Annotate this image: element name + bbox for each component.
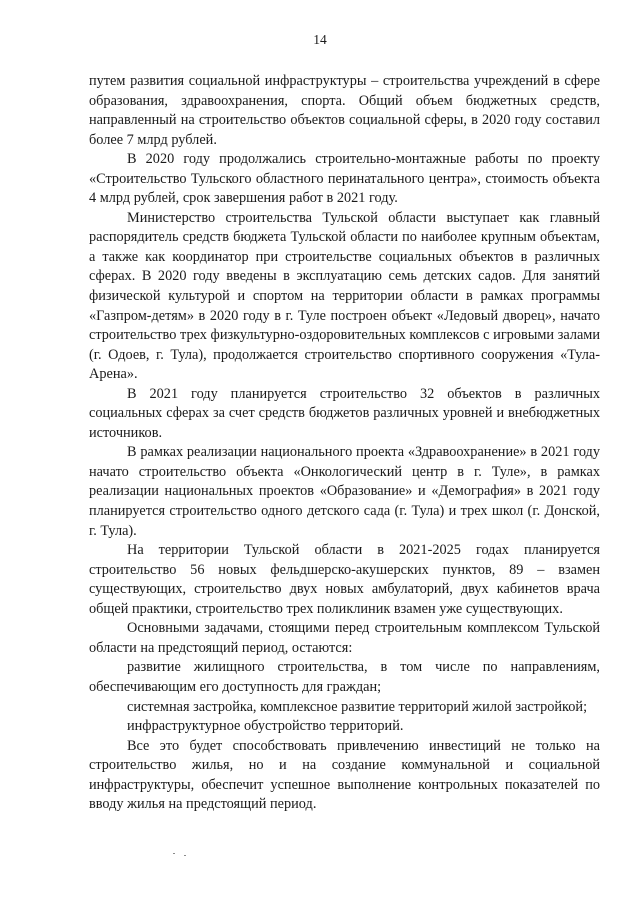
list-item-infrastructure: инфраструктурное обустройство территорий. (127, 718, 404, 735)
paragraph-5: В рамках реализации национального проекта «Здравоохранение» в 2021 году начато строительство объекта «Онкологический центр в г. Туле», в рамках реализации национальных проектов «Образование» и «Демография» в 2021 году планируется строительство одного детского сада (г. Тула) и трех школ (г. Донской, г. Тула). (89, 444, 600, 539)
scan-speck (173, 853, 175, 854)
scan-speck (184, 855, 186, 856)
paragraph-conclusion: Все это будет способствовать привлечению инвестиций не только на строительство жилья, но и на создание коммунальной и социальной инфраструктуры, обеспечит успешное выполнение контрольных показателей по вводу жилья на предстоящий период. (89, 737, 600, 813)
paragraph-7: Основными задачами, стоящими перед строительным комплексом Тульской области на предстоящий период, остаются: (89, 620, 600, 656)
paragraph-1: путем развития социальной инфраструктуры – строительства учреждений в сфере образования, здравоохранения, спорта. Общий объем бюджетных средств, направленный на строительство объектов социальной сферы, в 2020 году составил более 7 млрд рублей. (89, 73, 600, 148)
list-item-development: системная застройка, комплексное развитие территорий жилой застройкой; (127, 698, 588, 715)
paragraph-2: В 2020 году продолжались строительно-монтажные работы по проекту «Строительство Тульского областного перинатального центра», стоимость объекта 4 млрд рублей, срок завершения работ в 2021 году. (89, 151, 600, 207)
body-text (89, 72, 600, 815)
list-item-housing: развитие жилищного строительства, в том числе по направлениям, обеспечивающим его доступность для граждан; (89, 659, 600, 695)
page-number: 14 (313, 32, 327, 47)
paragraph-6: На территории Тульской области в 2021-2025 годах планируется строительство 56 новых фельдшерско-акушерских пунктов, 89 – взамен существующих, строительство двух новых амбулаторий, двух кабинетов врача общей практики, строительство трех поликлиник взамен уже существующих. (89, 542, 600, 617)
paragraph-3: Министерство строительства Тульской области выступает как главный распорядитель средств бюджета Тульской области по наиболее крупным объектам, а также как координатор при строительстве социальных объектов в различных сферах. В 2020 году введены в эксплуатацию семь детских садов. Для занятий физической культурой и спортом на территории области в рамках программы «Газпром-детям» в 2020 году в г. Туле построен объект «Ледовый дворец», начато строительство трех физкультурно-оздоровительных комплексов с игровыми залами (г. Одоев, г. Тула), продолжается строительство спортивного сооружения «Тула-Арена». (89, 209, 600, 383)
paragraph-4: В 2021 году планируется строительство 32 объектов в различных социальных сферах за счет средств бюджетов различных уровней и внебюджетных источников. (89, 385, 600, 441)
